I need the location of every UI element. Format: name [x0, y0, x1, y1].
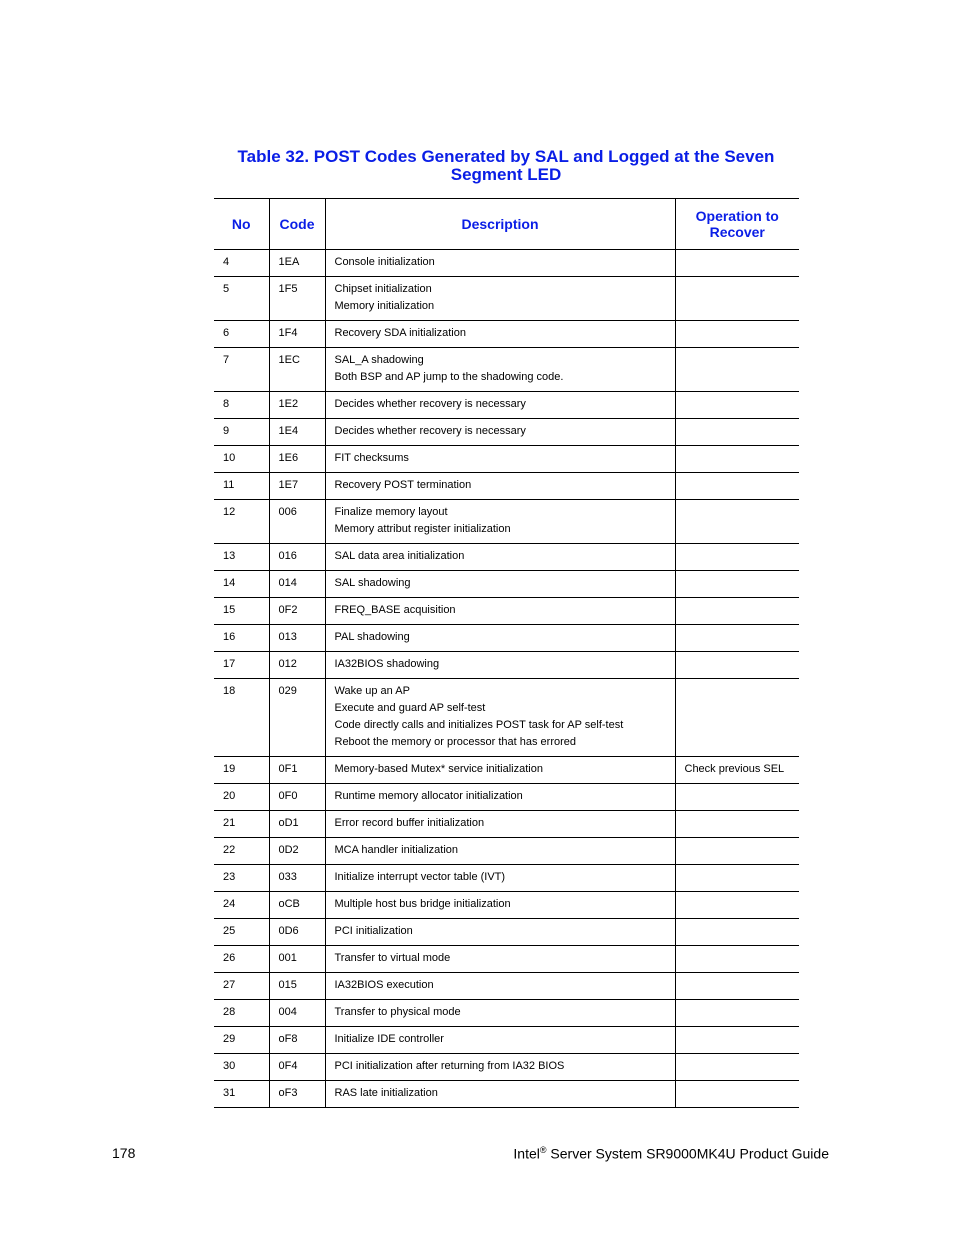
document-title-rest: Server System SR9000MK4U Product Guide	[546, 1145, 829, 1162]
cell-code: 1F5	[269, 277, 325, 321]
cell-no: 11	[214, 473, 269, 500]
cell-code: 1EA	[269, 250, 325, 277]
table-row	[214, 679, 799, 757]
cell-operation-to-recover	[675, 250, 799, 277]
description-line: Initialize IDE controller	[334, 1033, 444, 1045]
description-line: Transfer to virtual mode	[334, 952, 451, 964]
header-description: Description	[325, 199, 675, 250]
post-codes-table	[214, 198, 799, 1108]
cell-operation-to-recover	[675, 784, 799, 811]
description-line: Wake up an AP	[334, 685, 410, 697]
cell-operation-to-recover	[675, 446, 799, 473]
cell-description	[325, 946, 675, 973]
table-row	[214, 571, 799, 598]
cell-no: 31	[214, 1081, 269, 1108]
table-row	[214, 652, 799, 679]
description-line: Console initialization	[334, 256, 435, 268]
description-line: Finalize memory layout	[334, 506, 448, 518]
document-title	[513, 1145, 829, 1162]
cell-operation-to-recover	[675, 1054, 799, 1081]
cell-operation-to-recover	[675, 838, 799, 865]
header-code: Code	[269, 199, 325, 250]
cell-code: 1E7	[269, 473, 325, 500]
brand-name: Intel	[513, 1145, 540, 1162]
cell-no: 10	[214, 446, 269, 473]
cell-no: 6	[214, 321, 269, 348]
cell-operation-to-recover	[675, 1000, 799, 1027]
description-line: Execute and guard AP self-test	[334, 702, 486, 714]
table-row	[214, 973, 799, 1000]
header-operation-to-recover	[675, 199, 799, 250]
cell-no: 19	[214, 757, 269, 784]
cell-description	[325, 1054, 675, 1081]
cell-description	[325, 811, 675, 838]
cell-no: 17	[214, 652, 269, 679]
cell-code: 0D2	[269, 838, 325, 865]
cell-code: 014	[269, 571, 325, 598]
description-line: PCI initialization	[334, 925, 413, 937]
cell-description	[325, 757, 675, 784]
cell-description	[325, 446, 675, 473]
cell-description	[325, 250, 675, 277]
description-line: PCI initialization after returning from IA32 BIOS	[334, 1060, 565, 1072]
table-row	[214, 1000, 799, 1027]
table-row	[214, 1081, 799, 1108]
cell-no: 30	[214, 1054, 269, 1081]
table-row	[214, 811, 799, 838]
description-line: Code directly calls and initializes POST task for AP self-test	[334, 719, 624, 731]
table-row	[214, 419, 799, 446]
caption-line-1: Table 32. POST Codes Generated by SAL and Logged at the Seven	[237, 147, 775, 166]
description-line: Error record buffer initialization	[334, 817, 485, 829]
cell-description	[325, 348, 675, 392]
cell-code: 015	[269, 973, 325, 1000]
table-row	[214, 544, 799, 571]
cell-code: 1E2	[269, 392, 325, 419]
table-row	[214, 321, 799, 348]
cell-operation-to-recover	[675, 919, 799, 946]
cell-description	[325, 652, 675, 679]
cell-operation-to-recover	[675, 652, 799, 679]
cell-no: 8	[214, 392, 269, 419]
table-caption	[214, 148, 798, 184]
cell-operation-to-recover	[675, 598, 799, 625]
cell-operation-to-recover	[675, 500, 799, 544]
description-line: Memory initialization	[334, 300, 435, 312]
table-row	[214, 1027, 799, 1054]
table-row	[214, 865, 799, 892]
cell-code: 012	[269, 652, 325, 679]
cell-operation-to-recover	[675, 625, 799, 652]
cell-description	[325, 1081, 675, 1108]
description-line: Memory-based Mutex* service initialization	[334, 763, 543, 775]
description-line: Reboot the memory or processor that has errored	[334, 736, 577, 748]
trademark-symbol: ®	[539, 1145, 547, 1155]
table-row	[214, 919, 799, 946]
cell-description	[325, 625, 675, 652]
description-line: Initialize interrupt vector table (IVT)	[334, 871, 506, 883]
header-operation-line-1: Operation to	[695, 208, 779, 224]
cell-operation-to-recover	[675, 679, 799, 757]
cell-no: 15	[214, 598, 269, 625]
table-row	[214, 277, 799, 321]
cell-description	[325, 1027, 675, 1054]
cell-description	[325, 1000, 675, 1027]
cell-no: 28	[214, 1000, 269, 1027]
header-operation-line-2: Recover	[709, 224, 765, 240]
cell-description	[325, 500, 675, 544]
description-line: IA32BIOS shadowing	[334, 658, 440, 670]
table-row	[214, 784, 799, 811]
cell-no: 4	[214, 250, 269, 277]
cell-no: 21	[214, 811, 269, 838]
cell-description	[325, 598, 675, 625]
header-no: No	[214, 199, 269, 250]
description-line: Chipset initialization	[334, 283, 432, 295]
cell-no: 29	[214, 1027, 269, 1054]
cell-code: 0F4	[269, 1054, 325, 1081]
cell-description	[325, 919, 675, 946]
cell-code: 1F4	[269, 321, 325, 348]
table-row	[214, 892, 799, 919]
table-row	[214, 598, 799, 625]
cell-operation-to-recover	[675, 1081, 799, 1108]
cell-description	[325, 419, 675, 446]
cell-description	[325, 321, 675, 348]
page-number: 178	[112, 1145, 136, 1161]
cell-code: 1EC	[269, 348, 325, 392]
cell-no: 26	[214, 946, 269, 973]
cell-description	[325, 838, 675, 865]
cell-code: 029	[269, 679, 325, 757]
cell-operation-to-recover	[675, 473, 799, 500]
description-line: IA32BIOS execution	[334, 979, 434, 991]
cell-description	[325, 571, 675, 598]
table-row	[214, 1054, 799, 1081]
cell-description	[325, 473, 675, 500]
table-row	[214, 946, 799, 973]
cell-code: 1E6	[269, 446, 325, 473]
cell-code: oF8	[269, 1027, 325, 1054]
cell-no: 22	[214, 838, 269, 865]
cell-no: 18	[214, 679, 269, 757]
cell-operation-to-recover	[675, 571, 799, 598]
description-line: RAS late initialization	[334, 1087, 438, 1099]
cell-code: oD1	[269, 811, 325, 838]
table-row	[214, 757, 799, 784]
cell-code: 1E4	[269, 419, 325, 446]
cell-description	[325, 277, 675, 321]
cell-operation-to-recover	[675, 811, 799, 838]
cell-operation-to-recover	[675, 865, 799, 892]
cell-no: 20	[214, 784, 269, 811]
description-line: SAL shadowing	[334, 577, 411, 589]
cell-code: 0F1	[269, 757, 325, 784]
description-line: Runtime memory allocator initialization	[334, 790, 523, 802]
description-line: Memory attribut register initialization	[334, 523, 511, 535]
cell-operation-to-recover: Check previous SEL	[675, 757, 799, 784]
table-row	[214, 838, 799, 865]
description-line: MCA handler initialization	[334, 844, 459, 856]
cell-description	[325, 784, 675, 811]
description-line: Decides whether recovery is necessary	[334, 425, 526, 437]
cell-code: 0F2	[269, 598, 325, 625]
cell-code: oCB	[269, 892, 325, 919]
cell-description	[325, 973, 675, 1000]
cell-operation-to-recover	[675, 1027, 799, 1054]
cell-description	[325, 865, 675, 892]
description-line: FIT checksums	[334, 452, 409, 464]
cell-no: 12	[214, 500, 269, 544]
cell-operation-to-recover	[675, 946, 799, 973]
cell-code: 013	[269, 625, 325, 652]
description-line: Recovery POST termination	[334, 479, 472, 491]
cell-code: 001	[269, 946, 325, 973]
description-line: FREQ_BASE acquisition	[334, 604, 456, 616]
description-line: SAL data area initialization	[334, 550, 465, 562]
cell-operation-to-recover	[675, 277, 799, 321]
table-row	[214, 500, 799, 544]
cell-no: 9	[214, 419, 269, 446]
cell-operation-to-recover	[675, 544, 799, 571]
cell-description	[325, 544, 675, 571]
cell-no: 25	[214, 919, 269, 946]
caption-line-2: Segment LED	[450, 165, 562, 184]
cell-operation-to-recover	[675, 892, 799, 919]
cell-no: 7	[214, 348, 269, 392]
description-line: Decides whether recovery is necessary	[334, 398, 526, 410]
cell-code: oF3	[269, 1081, 325, 1108]
description-line: Both BSP and AP jump to the shadowing code.	[334, 371, 564, 383]
table-row	[214, 473, 799, 500]
cell-no: 24	[214, 892, 269, 919]
table-row	[214, 250, 799, 277]
cell-code: 006	[269, 500, 325, 544]
description-line: Transfer to physical mode	[334, 1006, 461, 1018]
cell-no: 16	[214, 625, 269, 652]
table-header-row	[214, 199, 799, 250]
table-row	[214, 348, 799, 392]
cell-operation-to-recover	[675, 348, 799, 392]
cell-operation-to-recover	[675, 392, 799, 419]
description-line: Multiple host bus bridge initialization	[334, 898, 511, 910]
table-row	[214, 392, 799, 419]
cell-no: 13	[214, 544, 269, 571]
cell-no: 27	[214, 973, 269, 1000]
cell-description	[325, 679, 675, 757]
cell-description	[325, 392, 675, 419]
cell-no: 5	[214, 277, 269, 321]
description-line: PAL shadowing	[334, 631, 410, 643]
description-line: Recovery SDA initialization	[334, 327, 466, 339]
cell-no: 14	[214, 571, 269, 598]
cell-code: 033	[269, 865, 325, 892]
cell-no: 23	[214, 865, 269, 892]
cell-code: 004	[269, 1000, 325, 1027]
cell-operation-to-recover	[675, 321, 799, 348]
cell-operation-to-recover	[675, 973, 799, 1000]
cell-code: 0F0	[269, 784, 325, 811]
table-row	[214, 446, 799, 473]
description-line: SAL_A shadowing	[334, 354, 424, 366]
cell-description	[325, 892, 675, 919]
cell-operation-to-recover	[675, 419, 799, 446]
cell-code: 0D6	[269, 919, 325, 946]
table-row	[214, 625, 799, 652]
cell-code: 016	[269, 544, 325, 571]
